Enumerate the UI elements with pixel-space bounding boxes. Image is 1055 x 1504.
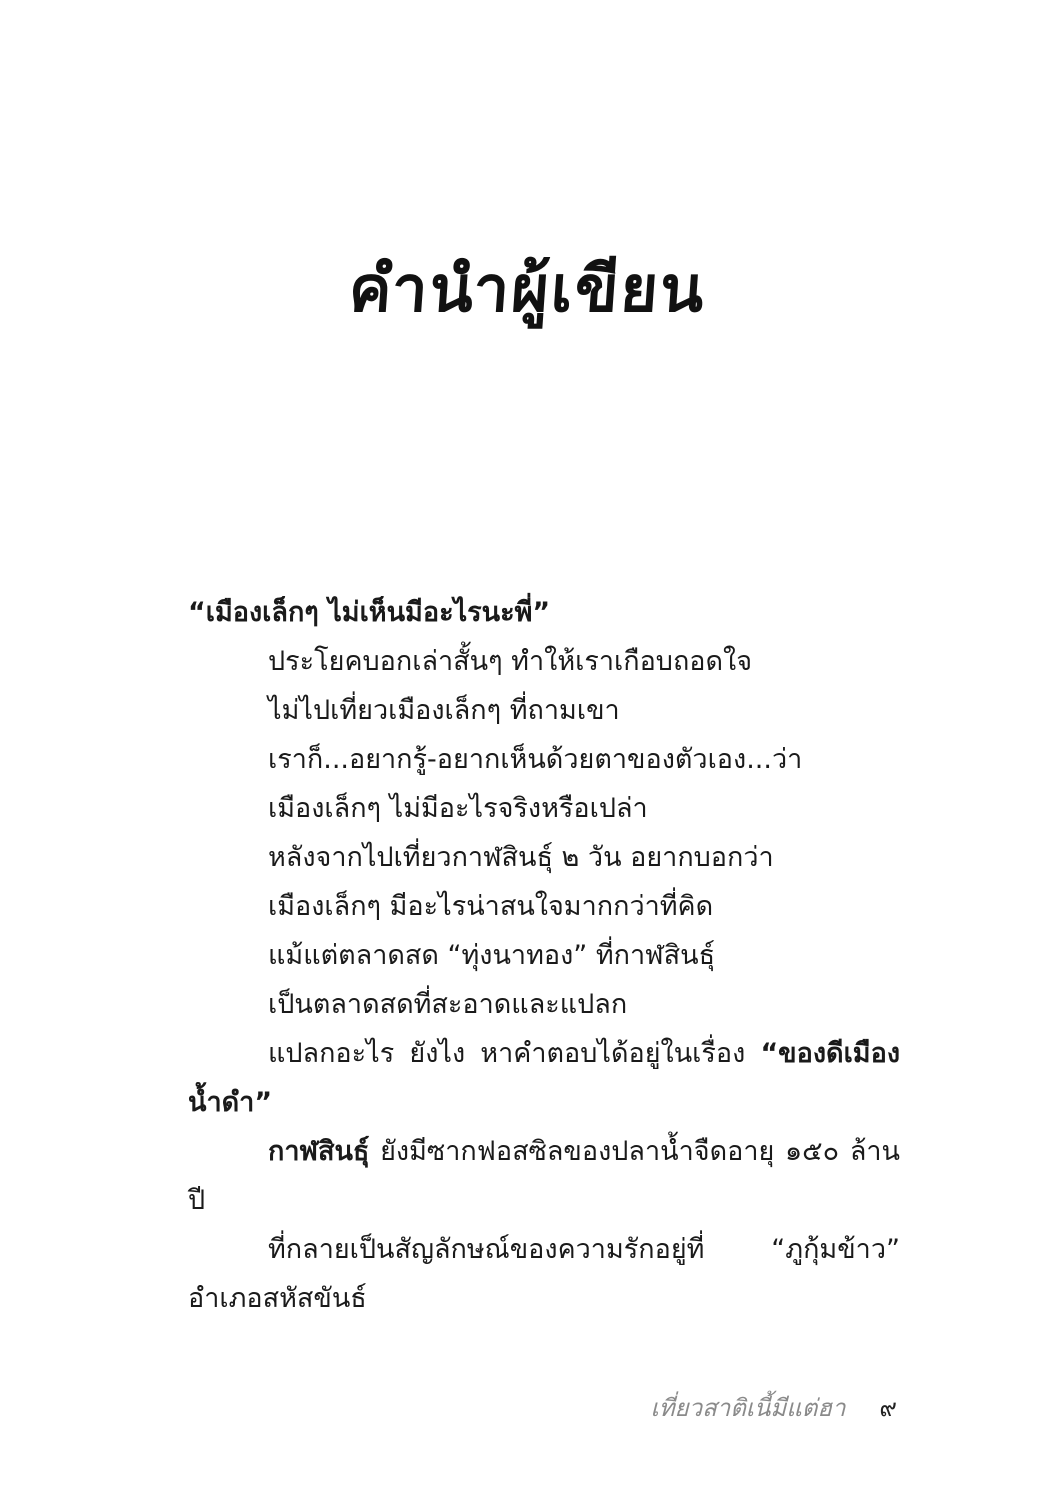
bold-phrase: กาฬสินธุ์: [268, 1136, 370, 1167]
text-line: เป็นตลาดสดที่สะอาดและแปลก: [268, 989, 628, 1020]
text-line: ปี: [188, 1185, 206, 1216]
text-line: เมืองเล็กๆ มีอะไรน่าสนใจมากกว่าที่คิด: [268, 891, 714, 922]
text-line: ประโยคบอกเล่าสั้นๆ ทำให้เราเกือบถอดใจ: [268, 646, 753, 677]
text-fragment: ๑๕๐: [785, 1136, 840, 1167]
body-text: [188, 588, 900, 1323]
text-line: [188, 1029, 900, 1078]
running-book-title: เที่ยวสาติเนี้มีแต่ฮา: [650, 1394, 846, 1422]
text-fragment: หาคำตอบได้อยู่ในเรื่อง: [480, 1038, 746, 1069]
chapter-title: คำนำผู้เขียน: [346, 252, 709, 327]
text-line: แม้แต่ตลาดสด “ทุ่งนาทอง” ที่กาฬสินธุ์: [268, 940, 716, 971]
bold-phrase: “ของดีเมือง: [760, 1038, 900, 1069]
text-line: เมืองเล็กๆ ไม่มีอะไรจริงหรือเปล่า: [268, 793, 648, 824]
text-fragment: ยังมีซากฟอสซิลของปลาน้ำจืดอายุ: [380, 1136, 775, 1167]
text-line: [188, 1127, 900, 1176]
page-footer: [651, 1388, 897, 1427]
text-fragment: ที่กลายเป็นสัญลักษณ์ของความรักอยู่ที่: [268, 1234, 705, 1265]
text-fragment: ล้าน: [849, 1136, 900, 1167]
opening-quote: “เมืองเล็กๆ ไม่เห็นมีอะไรนะพี่”: [188, 597, 551, 628]
text-fragment: “ภูกุ้มข้าว”: [771, 1234, 900, 1265]
text-line: [188, 1225, 900, 1274]
text-line: เราก็...อยากรู้-อยากเห็นด้วยตาของตัวเอง...ว่า: [268, 744, 803, 775]
text-line: ไม่ไปเที่ยวเมืองเล็กๆ ที่ถามเขา: [268, 695, 620, 726]
page-number: ๙: [879, 1394, 897, 1422]
text-fragment: แปลกอะไร: [268, 1038, 395, 1069]
bold-phrase-continued: น้ำดำ”: [188, 1087, 273, 1118]
text-line: หลังจากไปเที่ยวกาฬสินธุ์ ๒ วัน อยากบอกว่า: [268, 842, 774, 873]
text-fragment: ยังไง: [409, 1038, 466, 1069]
text-line: อำเภอสหัสขันธ์: [188, 1283, 367, 1314]
